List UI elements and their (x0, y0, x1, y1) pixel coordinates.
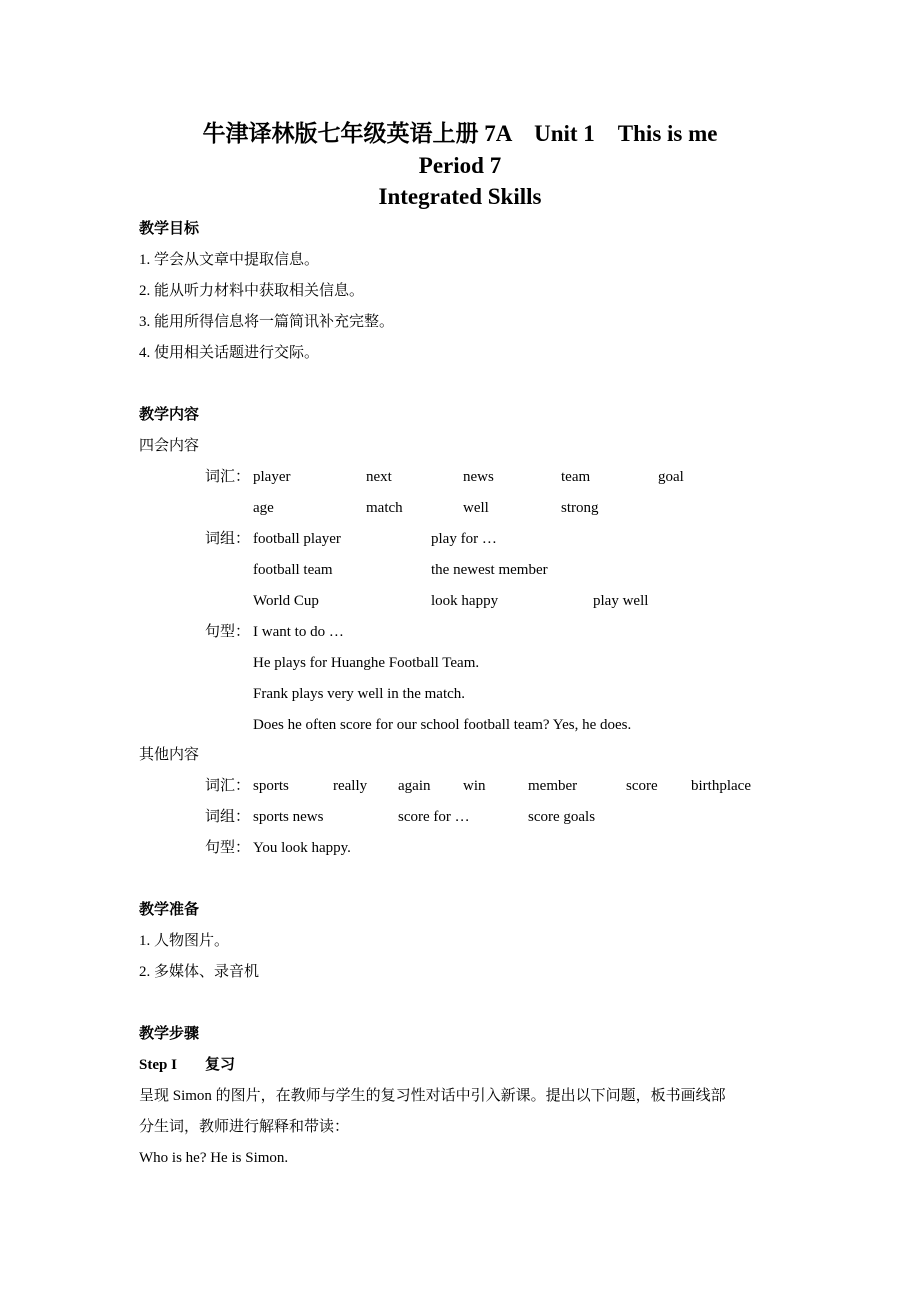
vocab-word: goal (658, 469, 684, 485)
content-heading: 教学内容 (139, 407, 200, 423)
vocab-word: member (528, 778, 578, 794)
phrase: the newest member (431, 562, 548, 578)
sentence-label: 句型： (205, 624, 251, 640)
vocab-label: 词汇： (205, 469, 251, 485)
phrase-label: 词组： (205, 809, 251, 825)
phrase: play well (593, 593, 649, 609)
sentence: Does he often score for our school football team? Yes, he does. (253, 717, 632, 733)
vocab-word: strong (561, 500, 599, 516)
phrase: football player (253, 531, 341, 547)
phrase: score for … (398, 809, 470, 825)
doc-subtitle: Integrated Skills (378, 184, 542, 209)
steps-heading: 教学步骤 (139, 1026, 200, 1042)
phrase: sports news (253, 809, 324, 825)
phrase: look happy (431, 593, 499, 609)
vocab-word: well (463, 500, 489, 516)
vocab-word: sports (253, 778, 289, 794)
phrase: football team (253, 562, 333, 578)
phrase: score goals (528, 809, 596, 825)
objective-item: 2. 能从听力材料中获取相关信息。 (139, 283, 365, 299)
objective-item: 4. 使用相关话题进行交际。 (139, 345, 320, 361)
objectives-heading: 教学目标 (139, 221, 200, 237)
phrase: play for … (431, 531, 497, 547)
sentence: You look happy. (253, 840, 351, 856)
sentence: I want to do … (253, 624, 344, 640)
sentence-label: 句型： (205, 840, 251, 856)
vocab-word: team (561, 469, 591, 485)
other-content-label: 其他内容 (139, 747, 200, 763)
vocab-word: birthplace (691, 778, 751, 794)
vocab-word: again (398, 778, 431, 794)
phrase-label: 词组： (205, 531, 251, 547)
vocab-label: 词汇： (205, 778, 251, 794)
sentence: He plays for Huanghe Football Team. (253, 655, 480, 671)
vocab-word: score (626, 778, 658, 794)
doc-title: 牛津译林版七年级英语上册 7A Unit 1 This is me (202, 121, 718, 146)
preparation-item: 2. 多媒体、录音机 (139, 964, 260, 980)
vocab-word: match (366, 500, 403, 516)
phrase: World Cup (253, 593, 319, 609)
four-skills-label: 四会内容 (139, 438, 200, 454)
vocab-word: news (463, 469, 494, 485)
vocab-word: win (463, 778, 486, 794)
preparation-heading: 教学准备 (139, 902, 200, 918)
objective-item: 3. 能用所得信息将一篇简讯补充完整。 (139, 314, 395, 330)
step1-paragraph: 呈现 Simon 的图片，在教师与学生的复习性对话中引入新课。提出以下问题，板书画线部 (139, 1088, 726, 1104)
preparation-item: 1. 人物图片。 (139, 933, 230, 949)
vocab-word: really (333, 778, 368, 794)
vocab-word: age (253, 500, 274, 516)
sentence: Frank plays very well in the match. (253, 686, 466, 702)
step1-paragraph-cont: 分生词，教师进行解释和带读： (139, 1119, 350, 1135)
objective-item: 1. 学会从文章中提取信息。 (139, 252, 320, 268)
vocab-word: player (253, 469, 291, 485)
vocab-word: next (366, 469, 392, 485)
step1-label: Step I (139, 1057, 177, 1073)
dialog-line: Who is he? He is Simon. (139, 1150, 289, 1166)
step1-title: 复习 (205, 1057, 236, 1073)
doc-period: Period 7 (418, 153, 502, 178)
